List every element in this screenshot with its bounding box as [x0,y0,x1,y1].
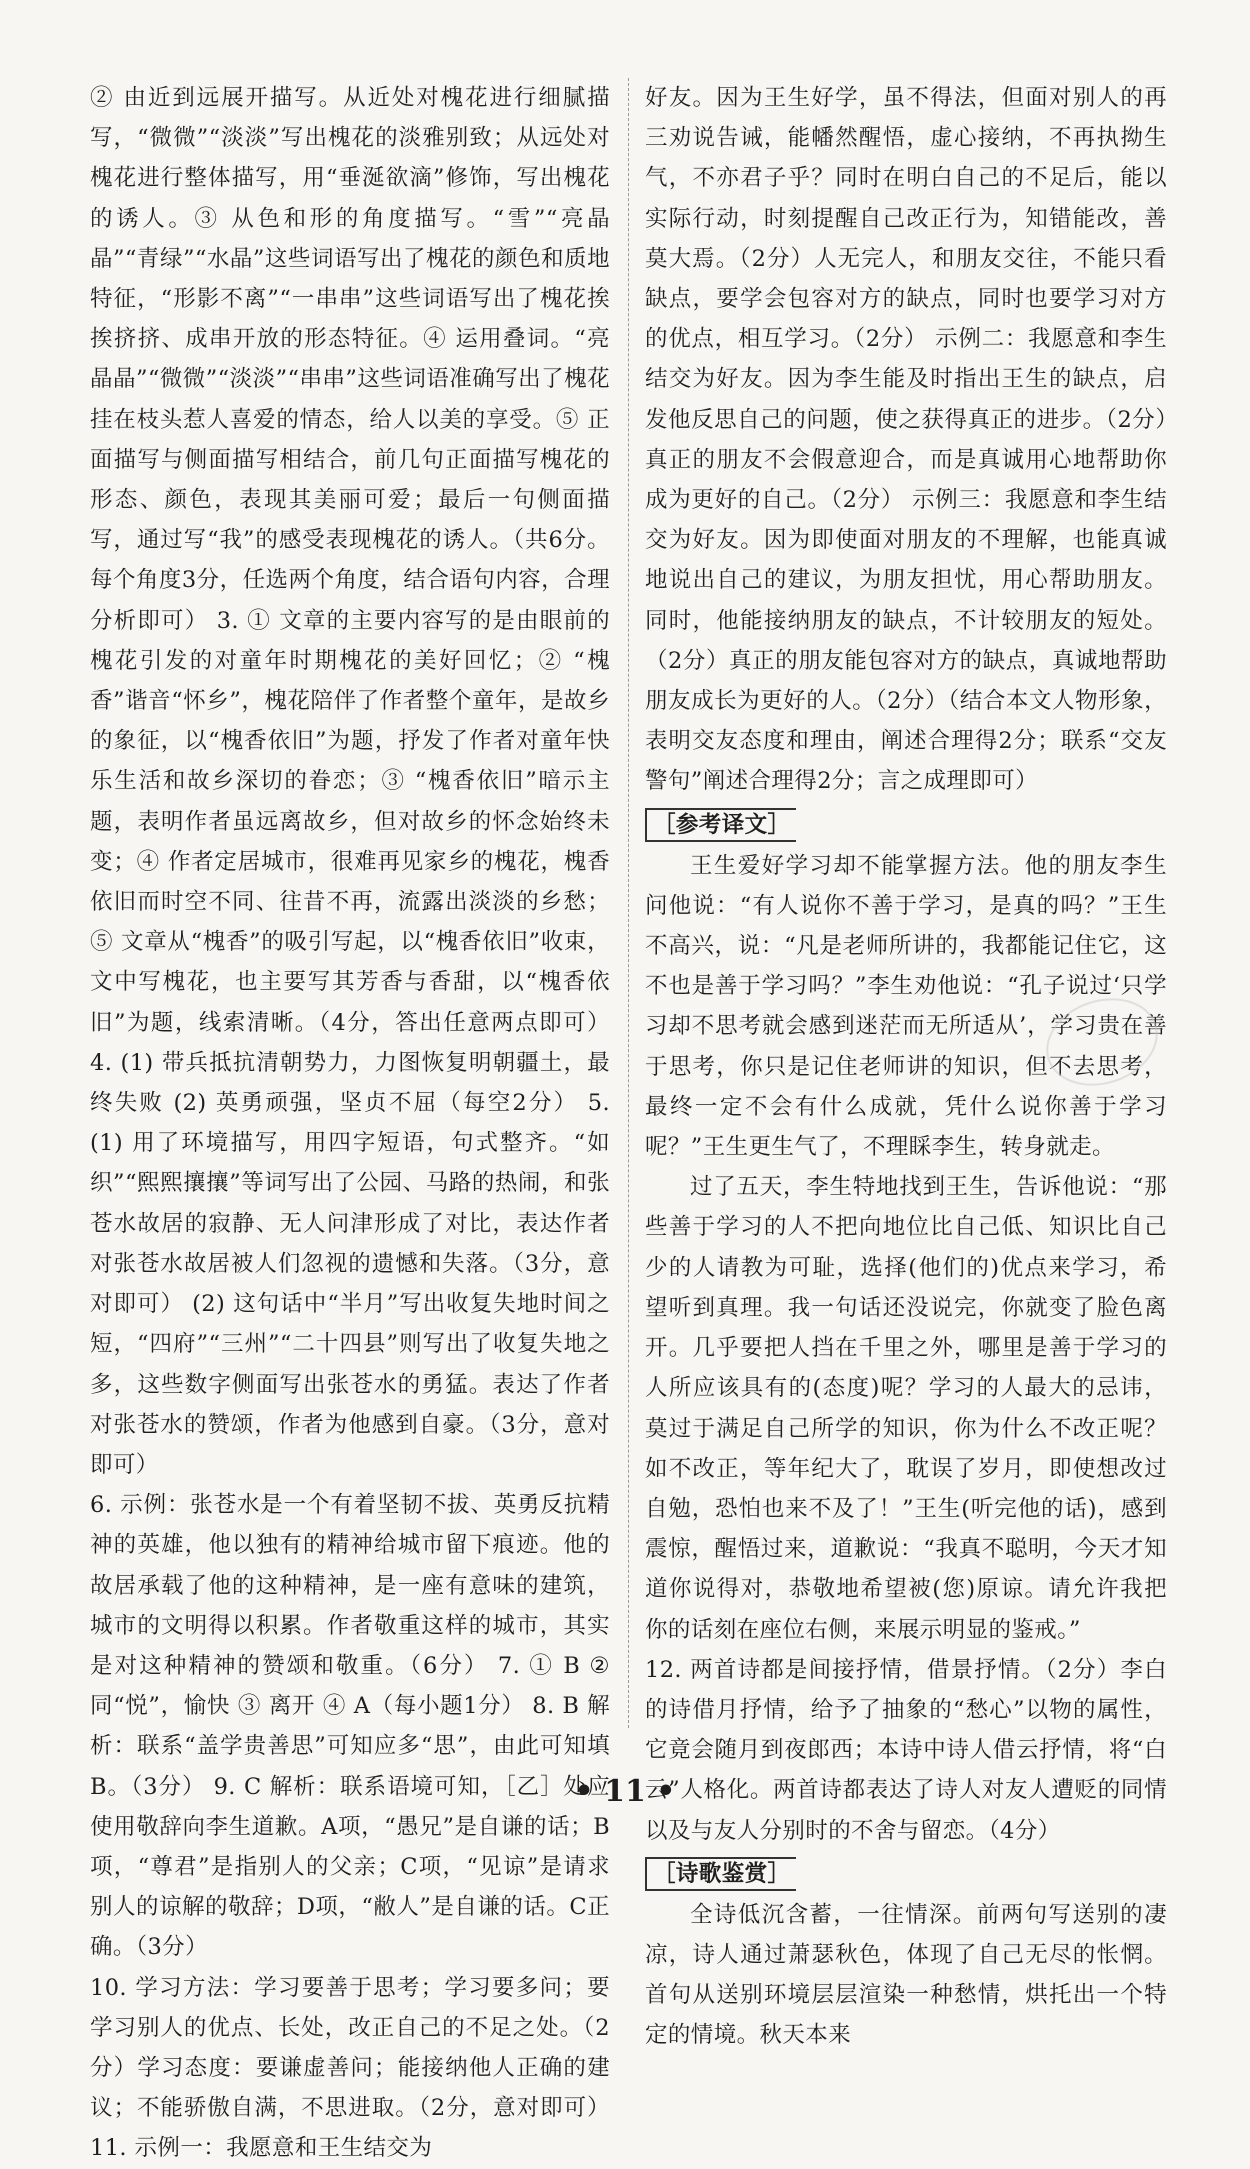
answer-paragraph-10-11: 10. 学习方法：学习要善于思考；学习要多问；要学习别人的优点、长处，改正自己的不足之处。（2分）学习态度：要谦虚善问；能接纳他人正确的建议；不能骄傲自满，不思进取。（2分，意对即可） 11. 示例一：我愿意和王生结交为 [90,1974,610,2162]
answer-paragraph-6-9: 6. 示例：张苍水是一个有着坚韧不拔、英勇反抗精神的英雄，他以独有的精神给城市留下痕迹。他的故居承载了他的这种精神，是一座有意味的建筑，城市的文明得以积累。作者敬重这样的城市，其实是对这种精神的赞颂和敬重。（6分） 7. ① B ② 同“悦”，愉快 ③ 离开 ④ A（每小题1分） 8. B 解析：联系“盖学贵善思”可知应多“思”，由此可知填B。（3分） 9. C 解析：联系语境可知，［乙］处应使用敬辞向李生道歉。A项，“愚兄”是自谦的话；B项，“尊君”是指别人的父亲；C项，“见谅”是请求别人的谅解的敬辞；D项，“敝人”是自谦的话。C正确。（3分） [90,1492,610,1961]
translation-paragraph-1: 王生爱好学习却不能掌握方法。他的朋友李生问他说：“有人说你不善于学习，是真的吗？”王生不高兴，说：“凡是老师所讲的，我都能记住它，这不也是善于学习吗？”李生劝他说：“孔子说过‘只学习却不思考就会感到迷茫而无所适从’，学习贵在善于思考，你只是记住老师讲的知识，但不去思考，最终一定不会有什么成就，凭什么说你善于学习呢？”王生更生气了，不理睬李生，转身就走。 [645,852,1167,1161]
answer-12: 12. 两首诗都是间接抒情，借景抒情。（2分）李白的诗借月抒情，给予了抽象的“愁心”以物的属性，它竟会随月到夜郎西；本诗中诗人借云抒情，将“白云”人格化。两首诗都表达了诗人对友人遭贬的同情以及与友人分别时的不舍与留恋。（4分） [645,1656,1167,1844]
translation-heading: ［参考译文］ [645,808,796,842]
answer-paragraph-2-5: ② 由近到远展开描写。从近处对槐花进行细腻描写，“微微”“淡淡”写出槐花的淡雅别致；从远处对槐花进行整体描写，用“垂涎欲滴”修饰，写出槐花的诱人。③ 从色和形的角度描写。“雪”“亮晶晶”“青绿”“水晶”这些词语写出了槐花的颜色和质地特征，“形影不离”“一串串”这些词语写出了槐花挨挨挤挤、成串开放的形态特征。④ 运用叠词。“亮晶晶”“微微”“淡淡”“串串”这些词语准确写出了槐花挂在枝头惹人喜爱的情态，给人以美的享受。⑤ 正面描写与侧面描写相结合，前几句正面描写槐花的形态、颜色，表现其美丽可爱；最后一句侧面描写，通过写“我”的感受表现槐花的诱人。（共6分。每个角度3分，任选两个角度，结合语句内容，合理分析即可） 3. ① 文章的主要内容写的是由眼前的槐花引发的对童年时期槐花的美好回忆；② “槐香”谐音“怀乡”，槐花陪伴了作者整个童年，是故乡的象征，以“槐香依旧”为题，抒发了作者对童年快乐生活和故乡深切的眷恋；③ “槐香依旧”暗示主题，表明作者虽远离故乡，但对故乡的怀念始终未变；④ 作者定居城市，很难再见家乡的槐花，槐香依旧而时空不同、往昔不再，流露出淡淡的乡愁；⑤ 文章从“槐香”的吸引写起，以“槐香依旧”收束，文中写槐花，也主要写其芳香与香甜，以“槐香依旧”为题，线索清晰。（4分，答出任意两点即可） 4. (1) 带兵抵抗清朝势力，力图恢复明朝疆土，最终失败 (2) 英勇顽强，坚贞不屈（每空2分） 5. (1) 用了环境描写，用四字短语，句式整齐。“如织”“熙熙攘攘”等词写出了公园、马路的热闹，和张苍水故居的寂静、无人问津形成了对比，表达作者对张苍水故居被人们忽视的遗憾和失落。（3分，意对即可） (2) 这句话中“半月”写出收复失地时间之短，“四府”“三州”“二十四县”则写出了收复失地之多，这些数字侧面写出张苍水的勇猛。表达了作者对张苍水的赞颂，作者为他感到自豪。（3分，意对即可） [90,85,610,1478]
poetry-paragraph: 全诗低沉含蓄，一往情深。前两句写送别的凄凉，诗人通过萧瑟秋色，体现了自己无尽的怅惘。首句从送别环境层层渲染一种愁情，烘托出一个特定的情境。秋天本来 [645,1901,1167,2049]
left-column [90,78,610,2169]
poetry-heading: ［诗歌鉴赏］ [645,1857,796,1891]
page-number: • 11 • [574,1774,676,1809]
column-divider [628,78,629,1728]
translation-paragraph-2: 过了五天，李生特地找到王生，告诉他说：“那些善于学习的人不把向地位比自己低、知识比自己少的人请教为可耻，选择(他们的)优点来学习，希望听到真理。我一句话还没说完，你就变了脸色离开。几乎要把人挡在千里之外，哪里是善于学习的人所应该具有的(态度)呢？学习的人最大的忌讳，莫过于满足自己所学的知识，你为什么不改正呢？如不改正，等年纪大了，耽误了岁月，即使想改过自勉，恐怕也来不及了！”王生(听完他的话)，感到震惊，醒悟过来，道歉说：“我真不聪明，今天才知道你说得对，恭敬地希望被(您)原谅。请允许我把你的话刻在座位右侧，来展示明显的鉴戒。” [645,1174,1167,1643]
answer-11-continued: 好友。因为王生好学，虽不得法，但面对别人的再三劝说告诫，能幡然醒悟，虚心接纳，不再执拗生气，不亦君子乎？同时在明白自己的不足后，能以实际行动，时刻提醒自己改正行为，知错能改，善莫大焉。（2分）人无完人，和朋友交往，不能只看缺点，要学会包容对方的缺点，同时也要学习对方的优点，相互学习。（2分） 示例二：我愿意和李生结交为好友。因为李生能及时指出王生的缺点，启发他反思自己的问题，使之获得真正的进步。（2分）真正的朋友不会假意迎合，而是真诚用心地帮助你成为更好的自己。（2分） 示例三：我愿意和李生结交为好友。因为即使面对朋友的不理解，也能真诚地说出自己的建议，为朋友担忧，用心帮助朋友。同时，他能接纳朋友的缺点，不计较朋友的短处。（2分）真正的朋友能包容对方的缺点，真诚地帮助朋友成长为更好的人。（2分）（结合本文人物形象，表明交友态度和理由，阐述合理得2分；联系“交友警句”阐述合理得2分；言之成理即可） [645,85,1167,795]
